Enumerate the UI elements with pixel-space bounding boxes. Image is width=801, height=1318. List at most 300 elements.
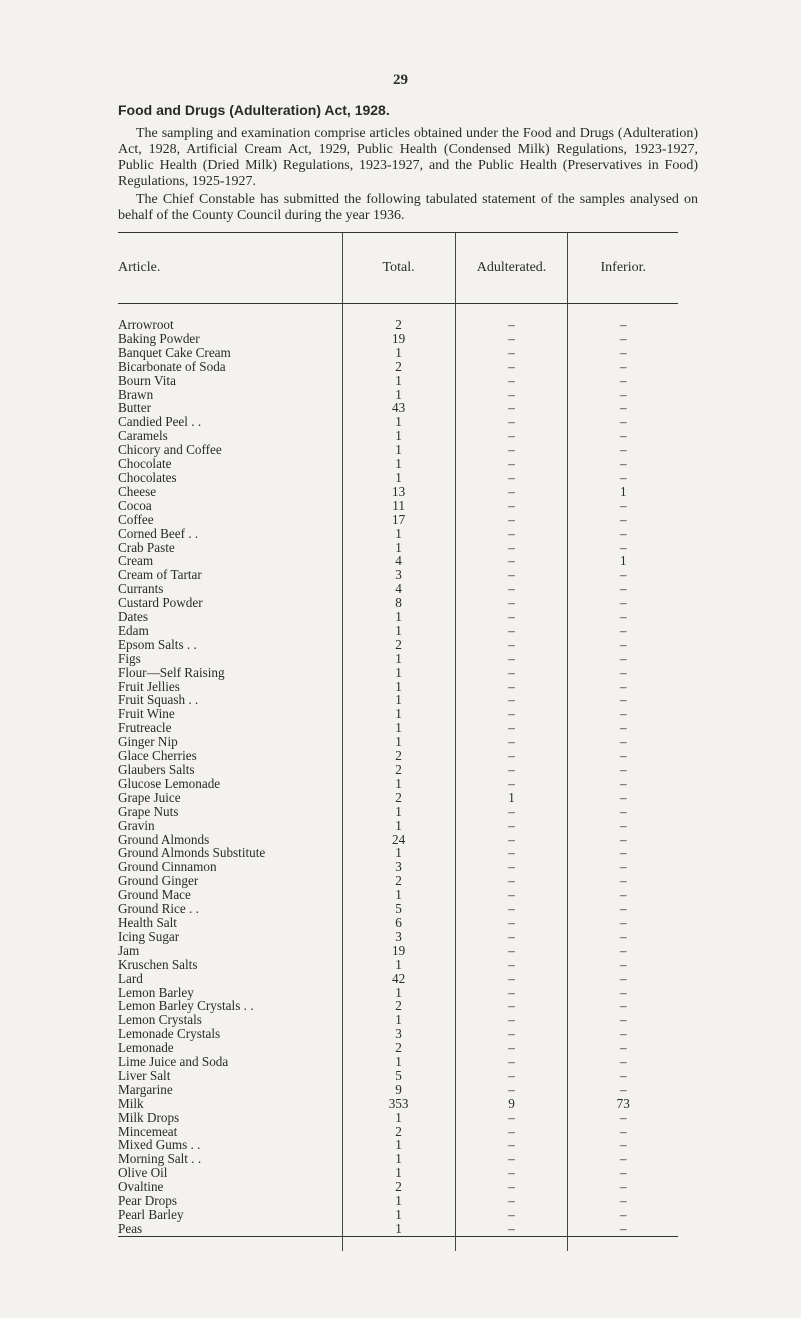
cell-adulterated: – — [455, 986, 568, 1000]
cell-inferior: – — [568, 735, 678, 749]
cell-adulterated: – — [455, 360, 568, 374]
cell-total: 1 — [342, 652, 455, 666]
cell-article: Epsom Salts . . — [118, 636, 197, 652]
cell-article: Lemonade Crystals — [118, 1026, 221, 1042]
cell-article: Morning Salt . . — [118, 1151, 202, 1167]
table-row — [118, 582, 678, 596]
cell-total: 2 — [342, 638, 455, 652]
cell-article: Lemon Crystals — [118, 1012, 202, 1028]
cell-total: 1 — [342, 986, 455, 1000]
cell-article: Edam — [118, 622, 149, 638]
cell-article: Fruit Squash . . — [118, 692, 199, 708]
cell-total: 1 — [342, 1055, 455, 1069]
cell-total: 1 — [342, 693, 455, 707]
cell-inferior: – — [568, 652, 678, 666]
table-row — [118, 443, 678, 457]
cell-total: 4 — [342, 582, 455, 596]
cell-total: 1 — [342, 346, 455, 360]
cell-article: Kruschen Salts — [118, 956, 198, 972]
table-row — [118, 680, 678, 694]
cell-total: 2 — [342, 360, 455, 374]
cell-adulterated: – — [455, 527, 568, 541]
cell-article: Glace Cherries — [118, 748, 197, 764]
cell-adulterated: – — [455, 902, 568, 916]
cell-article: Ground Rice . . — [118, 901, 199, 917]
cell-adulterated: – — [455, 944, 568, 958]
cell-inferior: – — [568, 1208, 678, 1222]
cell-inferior: – — [568, 1041, 678, 1055]
cell-inferior: – — [568, 693, 678, 707]
cell-adulterated: – — [455, 735, 568, 749]
cell-adulterated: – — [455, 346, 568, 360]
cell-article: Custard Powder — [118, 595, 203, 611]
table-row — [118, 1027, 678, 1041]
cell-total: 17 — [342, 513, 455, 527]
cell-article: Brawn — [118, 386, 154, 402]
cell-adulterated: – — [455, 833, 568, 847]
cell-inferior: – — [568, 527, 678, 541]
table-row — [118, 902, 678, 916]
table-row — [118, 624, 678, 638]
cell-adulterated: – — [455, 846, 568, 860]
table-row — [118, 1208, 678, 1222]
cell-inferior: – — [568, 874, 678, 888]
cell-total: 1 — [342, 374, 455, 388]
table-row — [118, 1194, 678, 1208]
section-heading: Food and Drugs (Adulteration) Act, 1928. — [118, 102, 390, 118]
cell-article: Butter — [118, 400, 151, 416]
cell-total: 2 — [342, 1041, 455, 1055]
table-row — [118, 833, 678, 847]
cell-inferior: – — [568, 1027, 678, 1041]
table-row — [118, 986, 678, 1000]
table-row — [118, 958, 678, 972]
table-row — [118, 527, 678, 541]
cell-adulterated: – — [455, 1013, 568, 1027]
table-row — [118, 513, 678, 527]
cell-total: 3 — [342, 568, 455, 582]
cell-inferior: – — [568, 777, 678, 791]
cell-inferior: – — [568, 1152, 678, 1166]
cell-inferior: – — [568, 805, 678, 819]
cell-article: Milk — [118, 1095, 144, 1111]
cell-adulterated: – — [455, 1069, 568, 1083]
cell-total: 1 — [342, 429, 455, 443]
table-row — [118, 1222, 678, 1236]
cell-total: 1 — [342, 415, 455, 429]
cell-total: 2 — [342, 791, 455, 805]
cell-adulterated: – — [455, 680, 568, 694]
cell-adulterated: – — [455, 388, 568, 402]
cell-inferior: – — [568, 1069, 678, 1083]
cell-inferior: – — [568, 457, 678, 471]
table-row — [118, 415, 678, 429]
table-row — [118, 360, 678, 374]
cell-article: Arrowroot — [118, 317, 174, 332]
cell-article: Mincemeat — [118, 1123, 178, 1139]
cell-adulterated: – — [455, 972, 568, 986]
cell-total: 2 — [342, 318, 455, 332]
cell-inferior: – — [568, 680, 678, 694]
cell-article: Currants — [118, 581, 164, 597]
cell-total: 11 — [342, 499, 455, 513]
cell-article: Pearl Barley — [118, 1207, 184, 1222]
cell-article: Cocoa — [118, 497, 152, 513]
cell-article: Lime Juice and Soda — [118, 1054, 229, 1070]
table-row — [118, 846, 678, 860]
cell-adulterated: – — [455, 1041, 568, 1055]
cell-inferior: – — [568, 791, 678, 805]
cell-inferior: – — [568, 819, 678, 833]
cell-adulterated: – — [455, 930, 568, 944]
table-row — [118, 693, 678, 707]
cell-adulterated: – — [455, 1055, 568, 1069]
cell-article: Ginger Nip — [118, 734, 178, 750]
table-row — [118, 777, 678, 791]
table-row — [118, 791, 678, 805]
samples-table — [118, 232, 678, 1251]
table-row — [118, 1166, 678, 1180]
header-inferior: Inferior. — [568, 233, 678, 304]
cell-adulterated: – — [455, 1027, 568, 1041]
cell-total: 1 — [342, 443, 455, 457]
header-adulterated: Adulterated. — [455, 233, 568, 304]
cell-total: 1 — [342, 888, 455, 902]
intro-paragraph: The sampling and examination comprise articles obtained under the Food and Drugs (Adulteration) Act, 1928, Artificial Cream Act, 1929, Public Health (Condensed Milk) Regulations, 1923-1927, Public Health (Dried Milk) Regulations, 1923-1927, and the Public Health (Preservatives in Food) Regulations, 1925-1927. — [118, 126, 698, 189]
table-row — [118, 666, 678, 680]
table-row — [118, 499, 678, 513]
cell-adulterated: – — [455, 1152, 568, 1166]
cell-adulterated: – — [455, 610, 568, 624]
cell-total: 1 — [342, 958, 455, 972]
cell-total: 9 — [342, 1083, 455, 1097]
table-row — [118, 541, 678, 555]
cell-article: Margarine — [118, 1081, 173, 1097]
cell-total: 3 — [342, 930, 455, 944]
cell-total: 19 — [342, 332, 455, 346]
cell-article: Ground Almonds — [118, 831, 210, 847]
table-row — [118, 1083, 678, 1097]
table-row — [118, 999, 678, 1013]
cell-total: 1 — [342, 1138, 455, 1152]
cell-adulterated: – — [455, 874, 568, 888]
cell-inferior: 73 — [568, 1097, 678, 1111]
cell-total: 1 — [342, 777, 455, 791]
cell-article: Coffee — [118, 511, 154, 527]
cell-inferior: – — [568, 415, 678, 429]
header-total: Total. — [342, 233, 455, 304]
cell-adulterated: – — [455, 958, 568, 972]
cell-adulterated: – — [455, 777, 568, 791]
table-row — [118, 471, 678, 485]
cell-article: Bicarbonate of Soda — [118, 358, 226, 374]
cell-inferior: – — [568, 1055, 678, 1069]
cell-inferior: – — [568, 624, 678, 638]
cell-total: 5 — [342, 1069, 455, 1083]
cell-adulterated: – — [455, 318, 568, 332]
cell-inferior: – — [568, 1166, 678, 1180]
cell-total: 8 — [342, 596, 455, 610]
cell-article: Jam — [118, 942, 140, 958]
cell-article: Corned Beef . . — [118, 525, 199, 541]
cell-adulterated: – — [455, 457, 568, 471]
cell-article: Chocolate — [118, 456, 172, 472]
cell-article: Flour—Self Raising — [118, 664, 225, 680]
table-row — [118, 610, 678, 624]
cell-inferior: – — [568, 513, 678, 527]
table-row — [118, 346, 678, 360]
cell-adulterated: – — [455, 707, 568, 721]
cell-total: 1 — [342, 1111, 455, 1125]
cell-adulterated: – — [455, 1194, 568, 1208]
cell-article: Cheese — [118, 483, 157, 499]
cell-inferior: – — [568, 318, 678, 332]
cell-adulterated: – — [455, 749, 568, 763]
table-body — [118, 304, 678, 1251]
cell-article: Banquet Cake Cream — [118, 344, 231, 360]
table-row — [118, 707, 678, 721]
cell-total: 2 — [342, 999, 455, 1013]
table-row — [118, 1013, 678, 1027]
cell-total: 2 — [342, 749, 455, 763]
cell-total: 1 — [342, 624, 455, 638]
cell-inferior: – — [568, 763, 678, 777]
cell-adulterated: – — [455, 513, 568, 527]
table-row — [118, 652, 678, 666]
cell-article: Bourn Vita — [118, 372, 176, 388]
cell-adulterated: – — [455, 485, 568, 499]
cell-article: Cream of Tartar — [118, 567, 202, 583]
table-row — [118, 1041, 678, 1055]
cell-adulterated: – — [455, 999, 568, 1013]
cell-article: Mixed Gums . . — [118, 1137, 201, 1153]
cell-article: Lemon Barley Crystals . . — [118, 998, 254, 1014]
cell-inferior: – — [568, 568, 678, 582]
cell-total: 1 — [342, 388, 455, 402]
cell-total: 1 — [342, 819, 455, 833]
cell-inferior: – — [568, 374, 678, 388]
cell-inferior: – — [568, 429, 678, 443]
cell-adulterated: – — [455, 624, 568, 638]
statement-paragraph: The Chief Constable has submitted the following tabulated statement of the samples analysed on behalf of the County Council during the year 1936. — [118, 192, 698, 223]
table-row — [118, 596, 678, 610]
cell-adulterated: – — [455, 693, 568, 707]
cell-total: 2 — [342, 1125, 455, 1139]
cell-adulterated: – — [455, 721, 568, 735]
cell-inferior: – — [568, 666, 678, 680]
cell-total: 42 — [342, 972, 455, 986]
cell-total: 1 — [342, 457, 455, 471]
table-row — [118, 332, 678, 346]
cell-total: 1 — [342, 1013, 455, 1027]
cell-adulterated: – — [455, 638, 568, 652]
cell-inferior: – — [568, 638, 678, 652]
cell-inferior: – — [568, 1125, 678, 1139]
cell-inferior: – — [568, 749, 678, 763]
cell-total: 1 — [342, 527, 455, 541]
cell-adulterated: – — [455, 1138, 568, 1152]
cell-total: 353 — [342, 1097, 455, 1111]
cell-article: Lemonade — [118, 1040, 174, 1056]
cell-adulterated: – — [455, 888, 568, 902]
cell-adulterated: – — [455, 916, 568, 930]
table-row — [118, 930, 678, 944]
cell-total: 1 — [342, 1208, 455, 1222]
cell-adulterated: – — [455, 374, 568, 388]
cell-adulterated: – — [455, 429, 568, 443]
table-row — [118, 374, 678, 388]
table-row — [118, 819, 678, 833]
table-row — [118, 429, 678, 443]
table-row — [118, 1055, 678, 1069]
cell-inferior: – — [568, 471, 678, 485]
cell-adulterated: – — [455, 666, 568, 680]
table-row — [118, 1180, 678, 1194]
table-row — [118, 638, 678, 652]
cell-article: Chicory and Coffee — [118, 442, 222, 458]
cell-article: Ground Cinnamon — [118, 859, 217, 875]
cell-article: Crab Paste — [118, 539, 175, 555]
page-number: 29 — [393, 72, 408, 88]
table-row — [118, 1125, 678, 1139]
cell-inferior: – — [568, 332, 678, 346]
cell-article: Liver Salt — [118, 1067, 171, 1083]
cell-adulterated: – — [455, 652, 568, 666]
cell-article: Caramels — [118, 428, 168, 444]
cell-adulterated: – — [455, 568, 568, 582]
cell-article: Cream — [118, 553, 154, 569]
table-row — [118, 388, 678, 402]
cell-total: 1 — [342, 1152, 455, 1166]
table-row — [118, 1097, 678, 1111]
cell-inferior: – — [568, 958, 678, 972]
cell-adulterated: – — [455, 554, 568, 568]
cell-total: 5 — [342, 902, 455, 916]
table-row — [118, 888, 678, 902]
cell-article: Glucose Lemonade — [118, 775, 221, 791]
cell-total: 1 — [342, 721, 455, 735]
cell-inferior: – — [568, 707, 678, 721]
table-row — [118, 1069, 678, 1083]
cell-inferior: – — [568, 1180, 678, 1194]
cell-inferior: – — [568, 902, 678, 916]
table-row — [118, 485, 678, 499]
cell-article: Baking Powder — [118, 330, 200, 346]
cell-adulterated: – — [455, 471, 568, 485]
cell-adulterated: – — [455, 582, 568, 596]
table-row — [118, 805, 678, 819]
cell-total: 1 — [342, 1166, 455, 1180]
cell-inferior: – — [568, 1194, 678, 1208]
cell-inferior: – — [568, 1083, 678, 1097]
cell-total: 2 — [342, 1180, 455, 1194]
cell-article: Lard — [118, 970, 143, 986]
cell-total: 1 — [342, 1194, 455, 1208]
cell-inferior: – — [568, 916, 678, 930]
cell-inferior: – — [568, 360, 678, 374]
cell-adulterated: – — [455, 443, 568, 457]
table-row — [118, 1111, 678, 1125]
cell-adulterated: – — [455, 1208, 568, 1222]
table-row — [118, 1152, 678, 1166]
cell-total: 19 — [342, 944, 455, 958]
cell-adulterated: – — [455, 1083, 568, 1097]
cell-article: Health Salt — [118, 914, 177, 930]
cell-total: 4 — [342, 554, 455, 568]
cell-article: Milk Drops — [118, 1109, 180, 1125]
cell-article: Fruit Wine — [118, 706, 175, 722]
cell-article: Candied Peel . . — [118, 414, 202, 430]
cell-inferior: – — [568, 846, 678, 860]
table-header-row — [118, 233, 678, 304]
cell-inferior: – — [568, 888, 678, 902]
cell-adulterated: 9 — [455, 1097, 568, 1111]
cell-inferior: – — [568, 499, 678, 513]
cell-inferior: – — [568, 401, 678, 415]
table-row — [118, 318, 678, 332]
cell-total: 24 — [342, 833, 455, 847]
cell-inferior: – — [568, 1013, 678, 1027]
cell-adulterated: – — [455, 1166, 568, 1180]
cell-total: 1 — [342, 805, 455, 819]
cell-article: Glaubers Salts — [118, 762, 195, 777]
table-row — [118, 972, 678, 986]
table-row — [118, 944, 678, 958]
cell-adulterated: – — [455, 1111, 568, 1125]
cell-total: 1 — [342, 707, 455, 721]
cell-article: Fruit Jellies — [118, 678, 180, 694]
cell-inferior: – — [568, 1222, 678, 1236]
cell-total: 1 — [342, 680, 455, 694]
cell-article: Pear Drops — [118, 1193, 177, 1209]
table-row — [118, 457, 678, 471]
cell-total: 1 — [342, 735, 455, 749]
cell-total: 1 — [342, 541, 455, 555]
cell-inferior: – — [568, 972, 678, 986]
cell-article: Ovaltine — [118, 1179, 164, 1195]
cell-inferior: – — [568, 860, 678, 874]
cell-inferior: – — [568, 610, 678, 624]
cell-inferior: – — [568, 1111, 678, 1125]
cell-adulterated: – — [455, 805, 568, 819]
table-row — [118, 749, 678, 763]
cell-article: Grape Juice — [118, 789, 181, 805]
cell-adulterated: – — [455, 499, 568, 513]
cell-total: 1 — [342, 666, 455, 680]
cell-adulterated: – — [455, 401, 568, 415]
cell-inferior: – — [568, 833, 678, 847]
cell-total: 3 — [342, 1027, 455, 1041]
cell-inferior: – — [568, 388, 678, 402]
cell-article: Olive Oil — [118, 1165, 168, 1181]
cell-article: Gravin — [118, 817, 155, 833]
cell-article: Ground Almonds Substitute — [118, 845, 266, 861]
table-row — [118, 763, 678, 777]
header-article: Article. — [118, 233, 342, 304]
cell-inferior: – — [568, 999, 678, 1013]
table-row — [118, 401, 678, 415]
table-row — [118, 735, 678, 749]
cell-adulterated: – — [455, 1222, 568, 1236]
table-row — [118, 874, 678, 888]
cell-total: 1 — [342, 471, 455, 485]
cell-adulterated: – — [455, 860, 568, 874]
table-row — [118, 860, 678, 874]
cell-article: Chocolates — [118, 469, 177, 485]
cell-total: 1 — [342, 846, 455, 860]
cell-inferior: – — [568, 443, 678, 457]
cell-adulterated: – — [455, 1125, 568, 1139]
